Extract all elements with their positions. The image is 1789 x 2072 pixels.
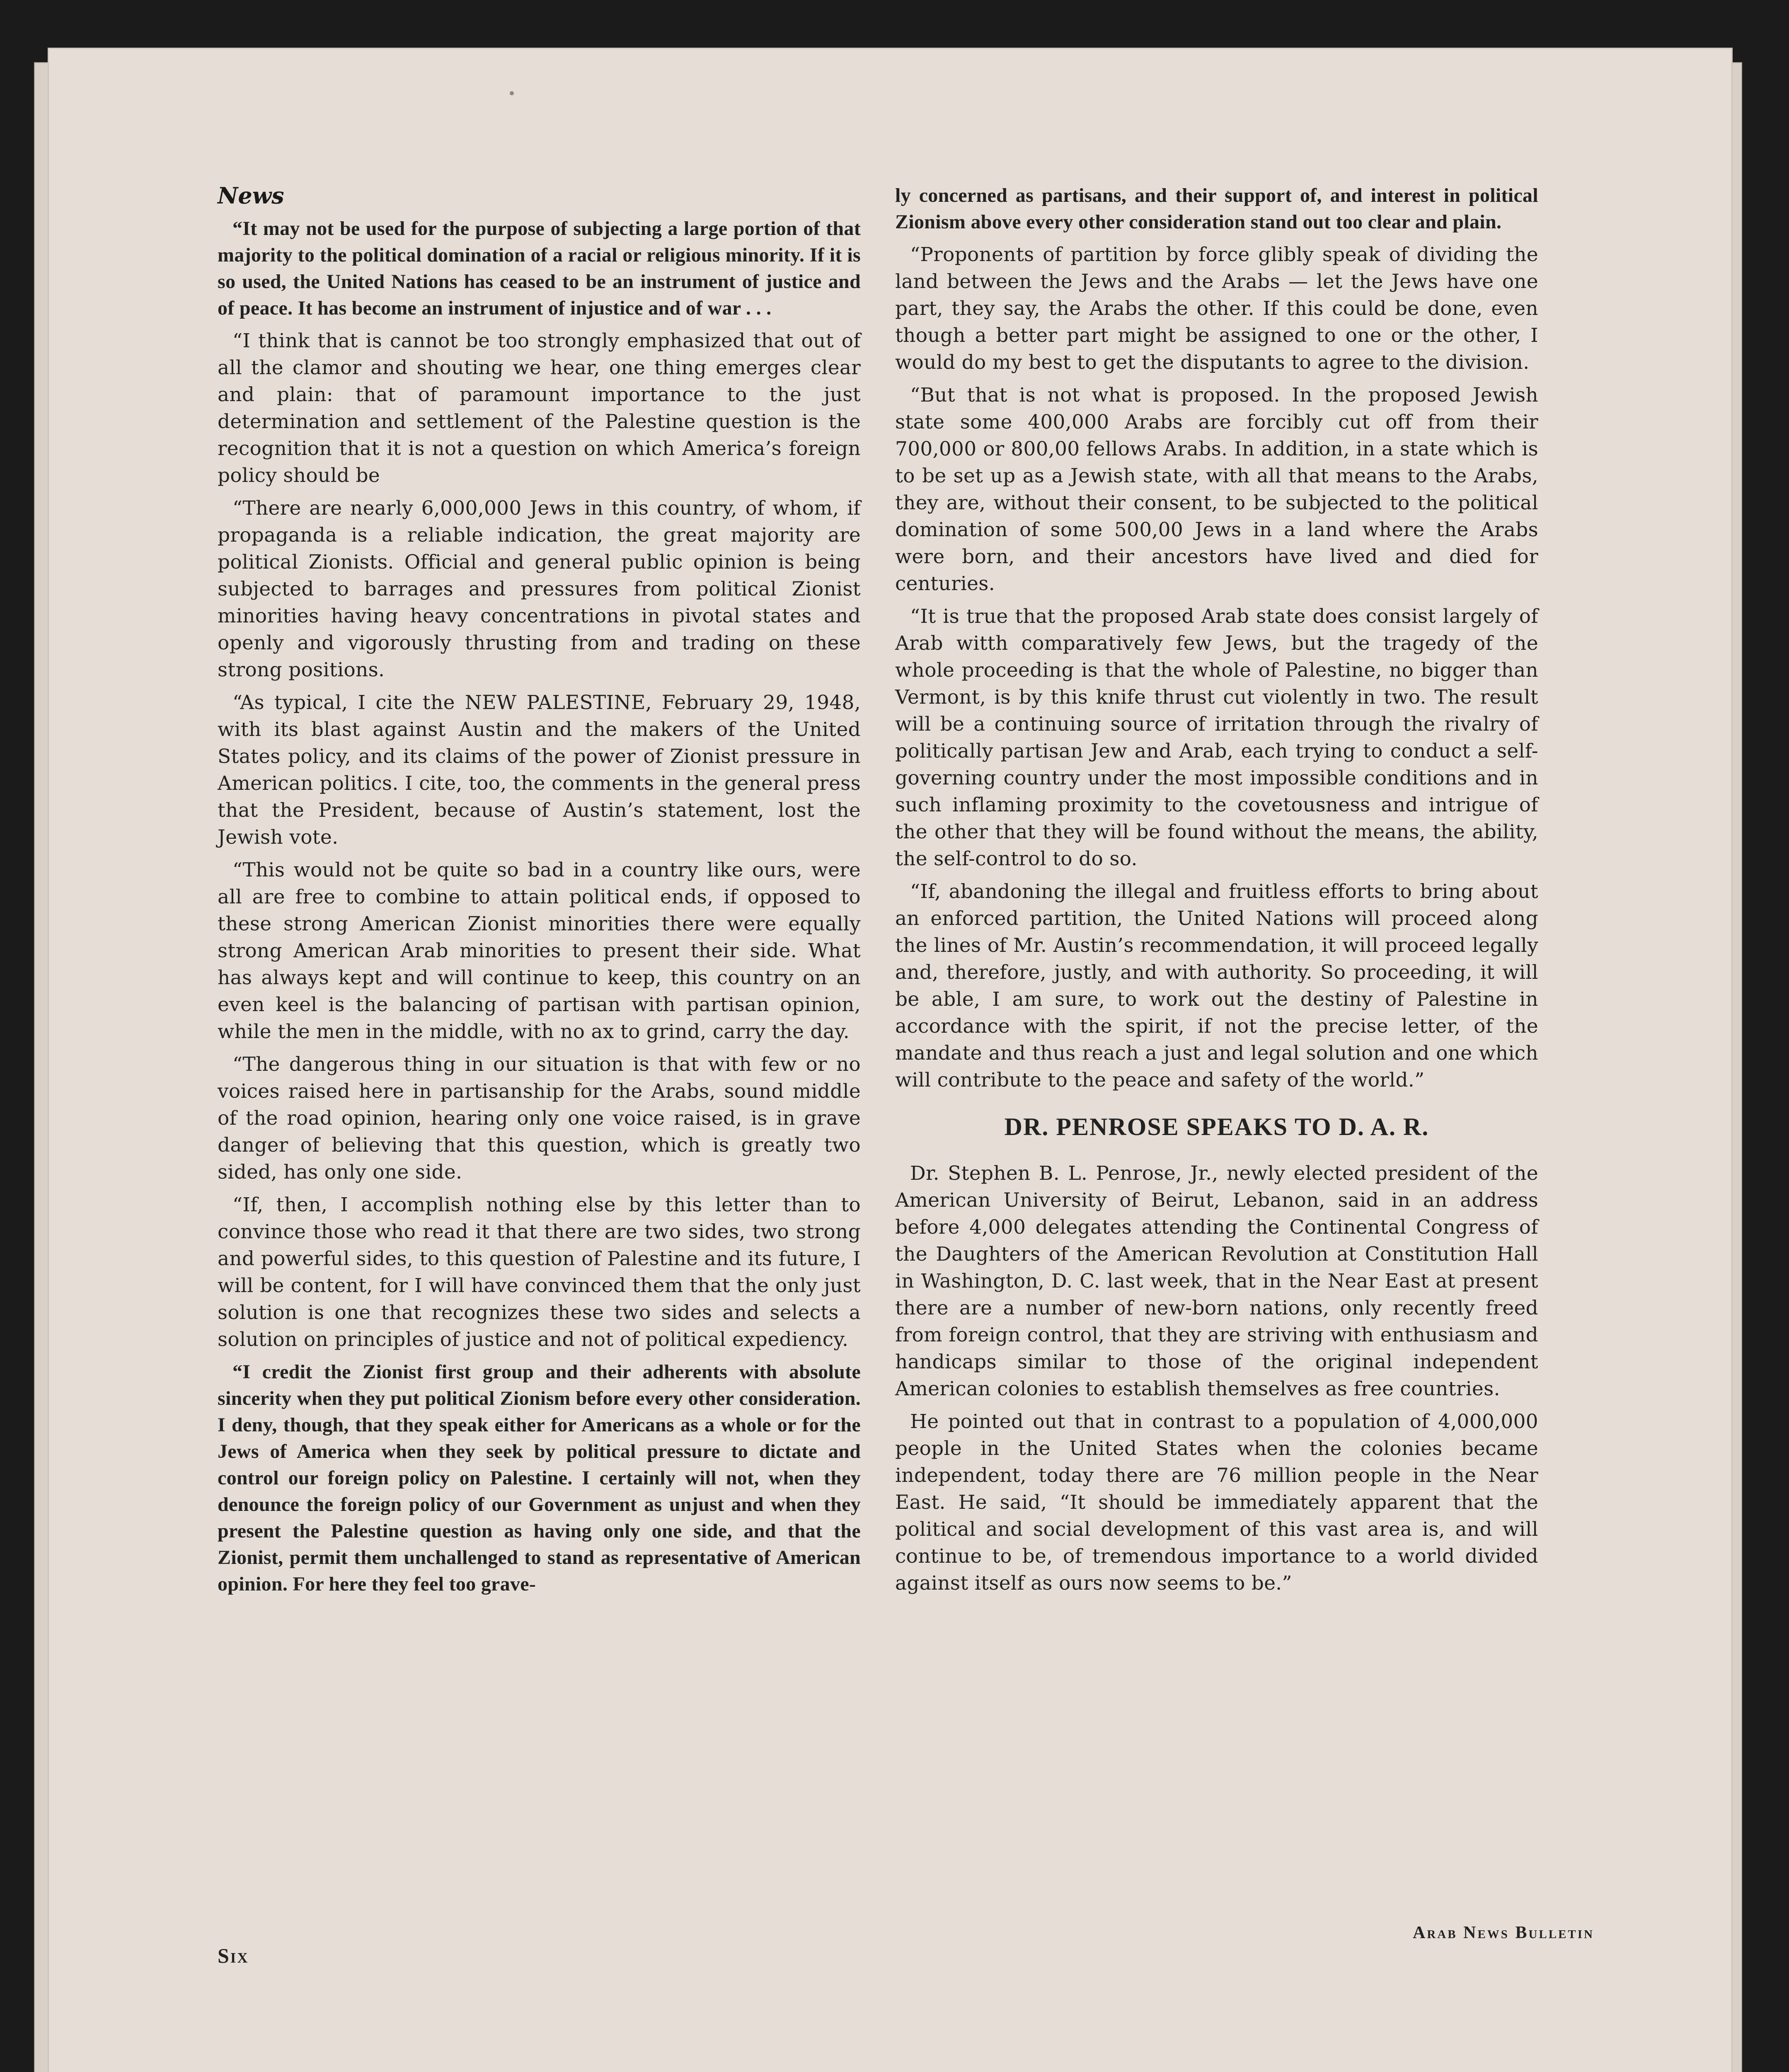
paragraph: “As typical, I cite the NEW PALESTINE, February 29, 1948, with its blast against Austin and the makers of the United States policy, and its claims of the power of Zionist pressure in American politics. I cite, too, the comments in the general press that the President, because of Austin’s statement, lost the Jewish vote.: [218, 691, 861, 849]
left-column: [218, 182, 861, 1603]
paragraph: “If, then, I accomplish nothing else by this letter than to convince those who read it that there are two sides, two strong and powerful sides, to this question of Palestine and its future, I will be content, for I will have convinced them that the only just solution is one that recognizes these two sides and selects a solution on principles of justice and not of political expediency.: [218, 1193, 861, 1351]
paragraph: He pointed out that in contrast to a population of 4,000,000 people in the United States when the colonies became independent, today there are 76 million people in the Near East. He said, “It should be immediately apparent that the political and social development of this vast area is, and will continue to be, of tremendous importance to a world divided against itself as ours now seems to be.”: [895, 1410, 1538, 1595]
paragraph: “The dangerous thing in our situation is that with few or no voices raised here in partisanship for the Arabs, sound middle of the road opinion, hearing only one voice raised, is in grave danger of believing that this question, which is greatly two sided, has only one side.: [218, 1053, 861, 1184]
paragraph: ly concerned as partisans, and their support of, and interest in political Zionism above every other consideration stand out too clear and plain.: [895, 184, 1538, 233]
right-column: [895, 182, 1538, 1602]
paragraph: “I think that is cannot be too strongly emphasized that out of all the clamor and shouting we hear, one thing emerges clear and plain: that of paramount importance to the just determination and settlement of the Palestine question is the recognition that it is not a question on which America’s foreign policy should be: [218, 329, 861, 487]
paragraph: “This would not be quite so bad in a country like ours, were all are free to combine to attain political ends, if opposed to these strong American Zionist minorities there were equally strong American Arab minorities to present their side. What has always kept and will continue to keep, this country on an even keel is the balancing of partisan with partisan opinion, while the men in the middle, with no ax to grind, carry the day.: [218, 859, 861, 1043]
section-heading-news: News: [218, 182, 284, 209]
paragraph: Dr. Stephen B. L. Penrose, Jr., newly elected president of the American University of Beirut, Lebanon, said in an address before 4,000 delegates attending the Continental Congress of the Daughters of the American Revolution at Constitution Hall in Washington, D. C. last week, that in the Near East at present there are a number of new-born nations, only recently freed from foreign control, that they are striving with enthusiasm and handicaps similar to those of the original independent American colonies to establish themselves as free countries.: [895, 1162, 1538, 1400]
paragraph: “I credit the Zionist first group and their adherents with absolute sincerity when they put political Zionism before every other consideration. I deny, though, that they speak either for Americans as a whole or for the Jews of America when they seek by political pressure to dictate and control our foreign policy on Palestine. I certainly will not, when they denounce the foreign policy of our Government as unjust and when they present the Palestine question as having only one side, and that the Zionist, permit them unchallenged to stand as representative of American opinion. For here they feel too grave-: [218, 1361, 861, 1595]
paragraph: “Proponents of partition by force glibly speak of dividing the land between the Jews and the Arabs — let the Jews have one part, they say, the Arabs the other. If this could be done, even though a better part might be assigned to one or the other, I would do my best to get the disputants to agree to the division.: [895, 243, 1538, 374]
publication-name: Arab News Bulletin: [1413, 1923, 1594, 1942]
article-title: DR. PENROSE SPEAKS TO D. A. R.: [1004, 1113, 1429, 1140]
paper-speck: [510, 91, 514, 95]
paragraph: “There are nearly 6,000,000 Jews in this country, of whom, if propaganda is a reliable indication, the great majority are political Zionists. Official and general public opinion is being subjected to barrages and pressures from political Zionist minorities having heavy concentrations in pivotal states and openly and vigorously thrusting from and trading on these strong positions.: [218, 497, 861, 681]
paragraph: “It may not be used for the purpose of subjecting a large portion of that majority to the political domination of a racial or religious minority. If it is so used, the United Nations has ceased to be an instrument of justice and of peace. It has become an instrument of injustice and of war . . .: [218, 218, 861, 319]
paragraph: “It is true that the proposed Arab state does consist largely of Arab witth comparatively few Jews, but the tragedy of the whole proceeding is that the whole of Palestine, no bigger than Vermont, is by this knife thrust cut violently in two. The result will be a continuing source of irritation through the rivalry of politically partisan Jew and Arab, each trying to conduct a self-governing country under the most impossible conditions and in such inflaming proximity to the covetousness and intrigue of the other that they will be found without the means, the ability, the self-control to do so.: [895, 605, 1538, 870]
page-number: Six: [218, 1944, 249, 1967]
paragraph: “But that is not what is proposed. In the proposed Jewish state some 400,000 Arabs are forcibly cut off from their 700,000 or 800,00 fellows Arabs. In addition, in a state which is to be set up as a Jewish state, with all that means to the Arabs, they are, without their consent, to be subjected to the political domination of some 500,00 Jews in a land where the Arabs were born, and their ancestors have lived and died for centuries.: [895, 384, 1538, 595]
paragraph: “If, abandoning the illegal and fruitless efforts to bring about an enforced partition, the United Nations will proceed along the lines of Mr. Austin’s recommendation, it will proceed legally and, therefore, justly, and with authority. So proceeding, it will be able, I am sure, to work out the destiny of Palestine in accordance with the spirit, if not the precise letter, of the mandate and thus reach a just and legal solution and one which will contribute to the peace and safety of the world.”: [895, 880, 1538, 1092]
